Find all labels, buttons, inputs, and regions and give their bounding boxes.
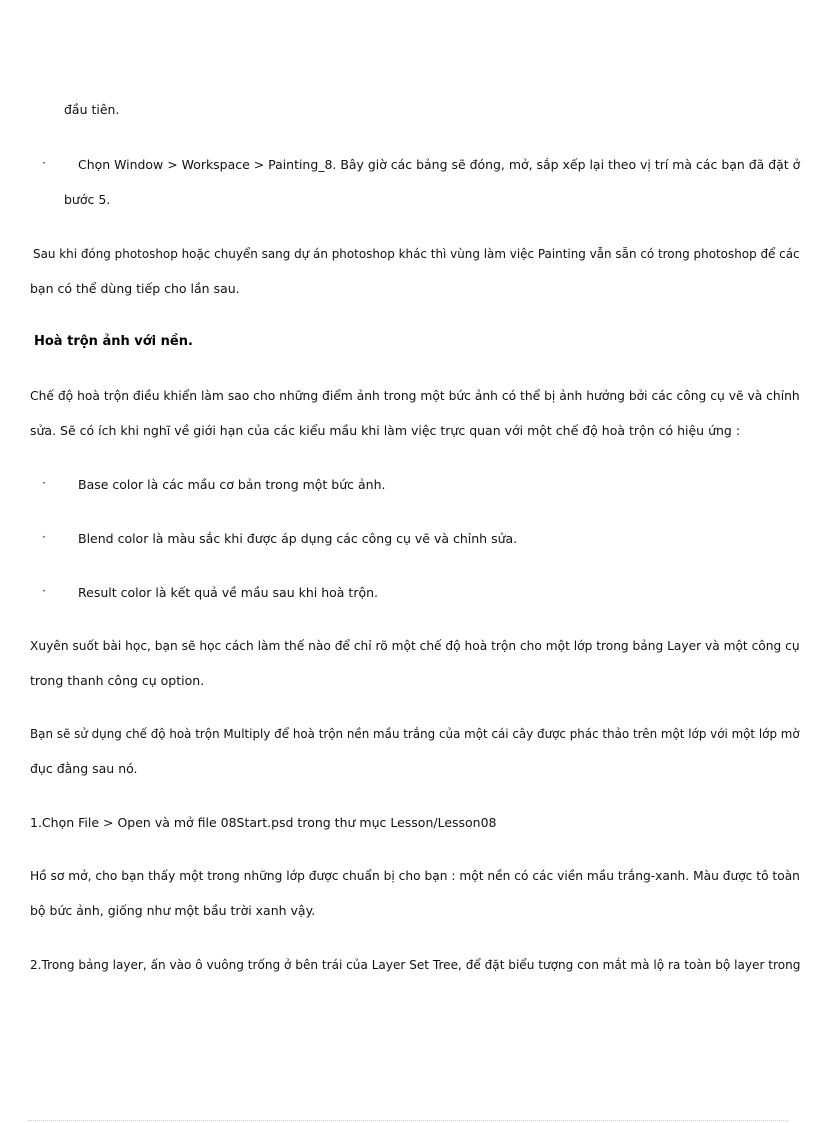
step-line: 1.Chọn File > Open và mở file 08Start.psd trong thư mục Lesson/Lesson08 [30,815,497,830]
bullet-dot: · [42,156,46,170]
paragraph-line: Chế độ hoà trộn điều khiển làm sao cho những điểm ảnh trong một bức ảnh có thể bị ảnh hưởng bởi các công cụ vẽ và chỉnh [30,388,800,403]
paragraph-line: bạn có thể dùng tiếp cho lần sau. [30,281,240,296]
bullet-item-text: Blend color là màu sắc khi được áp dụng các công cụ vẽ và chỉnh sửa. [78,531,518,546]
section-heading: Hoà trộn ảnh với nền. [34,334,193,349]
paragraph-line: trong thanh công cụ option. [30,673,205,688]
bullet-item-text: Result color là kết quả về mầu sau khi hoà trộn. [78,585,379,600]
paragraph-line: bộ bức ảnh, giống như một bầu trời xanh vậy. [30,903,316,918]
page-bottom-rule [28,1120,788,1121]
text-line: đầu tiên. [64,102,120,117]
bullet-dot: · [42,530,46,544]
paragraph-line: Bạn sẽ sử dụng chế độ hoà trộn Multiply để hoà trộn nền mầu trắng của một cái cây được phác thảo trên một lớp với một lớp mờ [30,726,800,741]
paragraph-line: Sau khi đóng photoshop hoặc chuyển sang dự án photoshop khác thì vùng làm việc Painting vẫn sẵn có trong photoshop để các [33,246,800,261]
paragraph-line: Xuyên suốt bài học, bạn sẽ học cách làm thế nào để chỉ rõ một chế độ hoà trộn cho một lớp trong bảng Layer và một công cụ [30,638,800,653]
bullet-item-text: Chọn Window > Workspace > Painting_8. Bây giờ các bảng sẽ đóng, mở, sắp xếp lại theo vị trí mà các bạn đã đặt ở [78,157,801,172]
step-line: 2.Trong bảng layer, ấn vào ô vuông trống ở bên trái của Layer Set Tree, để đặt biểu tượng con mắt mà lộ ra toàn bộ layer trong [30,957,801,972]
paragraph-line: Hồ sơ mở, cho bạn thấy một trong những lớp được chuẩn bị cho bạn : một nền có các viền mầu trắng-xanh. Màu được tô toàn [30,868,800,883]
text-line: bước 5. [64,192,111,207]
bullet-dot: · [42,476,46,490]
paragraph-line: đục đằng sau nó. [30,761,138,776]
bullet-item-text: Base color là các mầu cơ bản trong một bức ảnh. [78,477,386,492]
bullet-dot: · [42,584,46,598]
paragraph-line: sửa. Sẽ có ích khi nghĩ về giới hạn của các kiểu mầu khi làm việc trực quan với một chế độ hoà trộn có hiệu ứng : [30,423,741,438]
